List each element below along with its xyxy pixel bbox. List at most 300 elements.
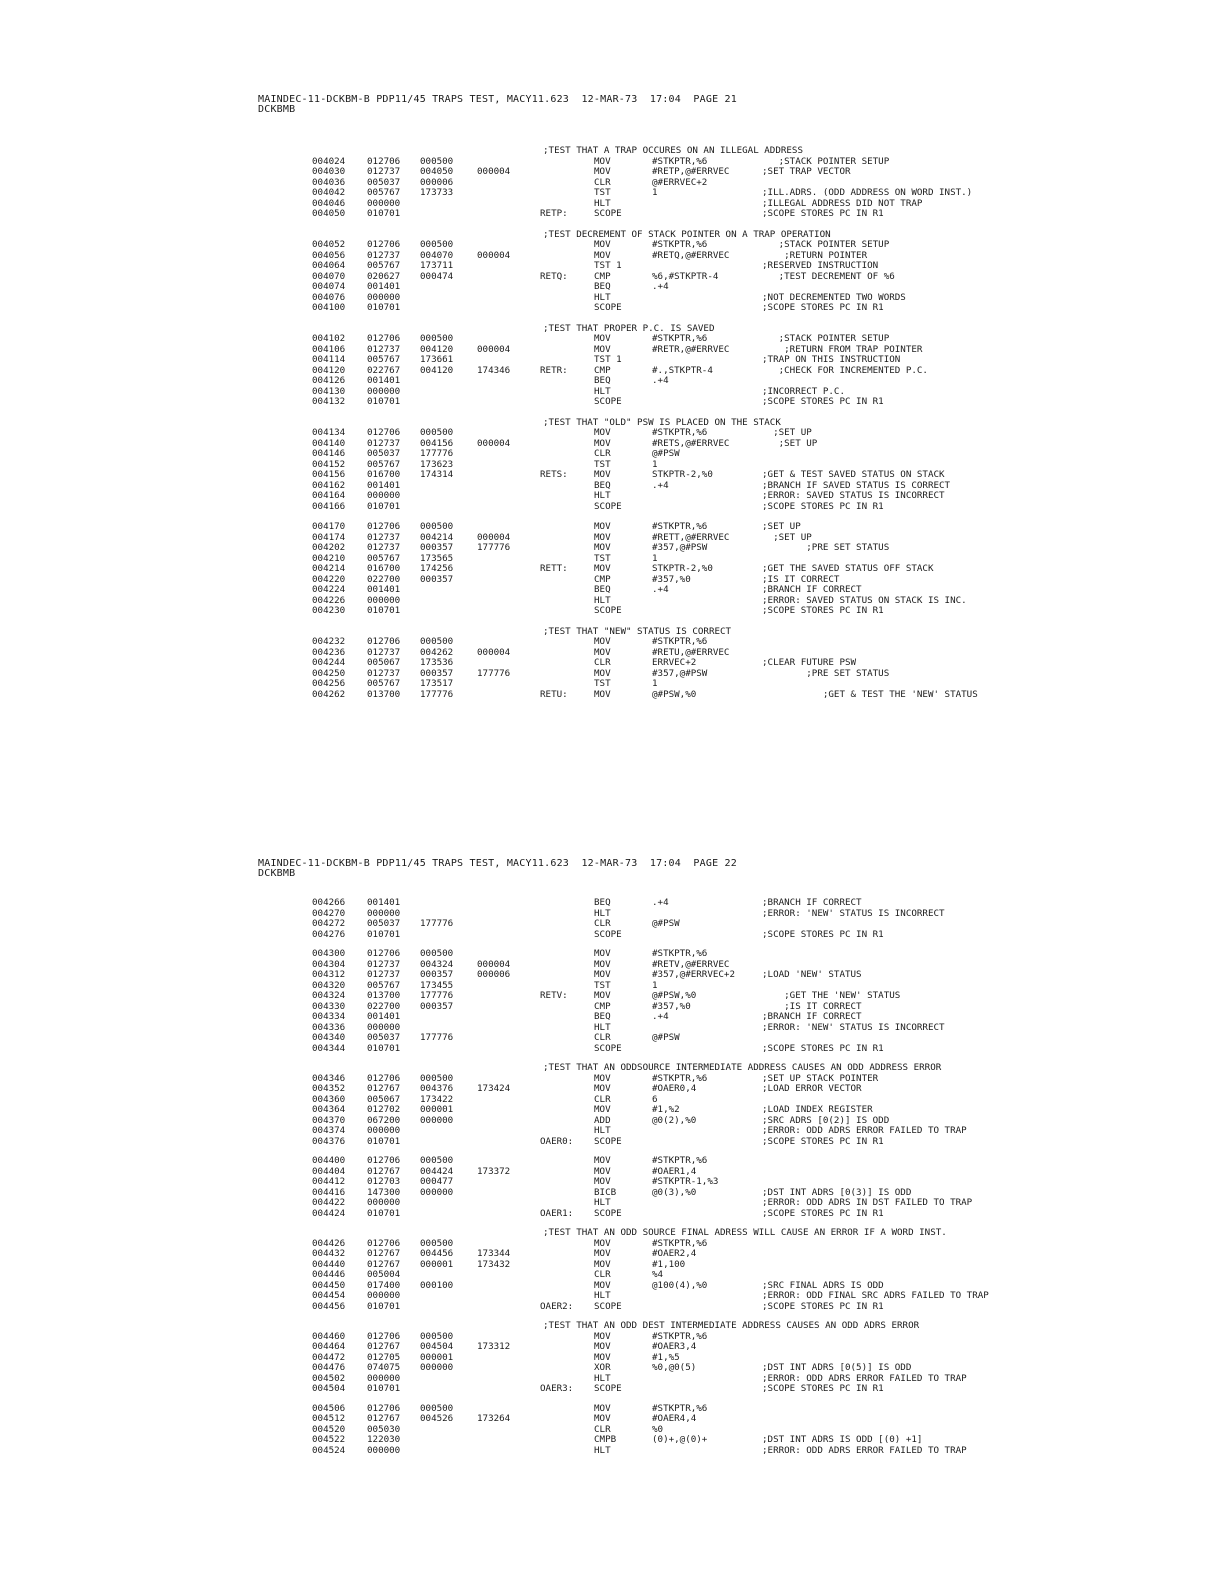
address: 004074 <box>312 281 346 292</box>
address: 004304 <box>312 958 346 970</box>
operands: 6 <box>652 1093 658 1105</box>
comment: ;ILLEGAL ADDRESS DID NOT TRAP <box>762 197 923 209</box>
address: 004132 <box>312 396 346 407</box>
section-comment: ;TEST THAT A TRAP OCCURES ON AN ILLEGAL ADDRESS <box>543 145 803 156</box>
operands: @#ERRVEC+2 <box>652 176 708 188</box>
label: RETP: <box>540 208 568 219</box>
opcode: MOV <box>594 1330 611 1342</box>
section-comment: ;TEST THAT "OLD" PSW IS PLACED ON THE STACK <box>543 416 781 428</box>
address: 004134 <box>312 427 346 438</box>
opcode: HLT <box>594 385 611 397</box>
listing-line <box>0 1095 1224 1105</box>
listing-line <box>0 1281 1224 1291</box>
address: 004506 <box>312 1402 346 1414</box>
listing-line <box>0 1177 1224 1187</box>
opcode: CMP <box>594 364 611 376</box>
word-2: 000000 <box>420 1362 454 1373</box>
operands: @0(2),%0 <box>652 1114 697 1126</box>
operands: .+4 <box>652 897 669 908</box>
opcode: SCOPE <box>594 1383 622 1394</box>
operands: .+4 <box>652 479 669 491</box>
address: 004446 <box>312 1269 346 1280</box>
word-3: 000004 <box>477 646 511 658</box>
word-1: 000000 <box>367 1444 401 1456</box>
word-1: 012706 <box>367 1237 401 1249</box>
word-2: 000357 <box>420 573 454 585</box>
address: 004164 <box>312 490 346 501</box>
comment: ;SCOPE STORES PC IN R1 <box>762 1207 884 1219</box>
comment: ;SET UP STACK POINTER <box>762 1072 879 1084</box>
opcode: TST <box>594 678 611 689</box>
opcode: SCOPE <box>594 1300 622 1312</box>
word-1: 012706 <box>367 1072 401 1084</box>
word-2: 004050 <box>420 166 454 177</box>
comment: ;DST INT ADRS [0(3)] IS ODD <box>762 1186 912 1198</box>
listing-line <box>0 1126 1224 1136</box>
address: 004412 <box>312 1176 346 1187</box>
opcode: HLT <box>594 197 611 209</box>
address: 004210 <box>312 552 346 564</box>
opcode: TST <box>594 552 611 564</box>
comment: ;PRE SET STATUS <box>762 667 890 679</box>
opcode: MOV <box>594 1341 611 1352</box>
opcode: MOV <box>594 1165 611 1177</box>
word-1: 022767 <box>367 364 401 376</box>
word-1: 012737 <box>367 249 401 261</box>
word-1: 074075 <box>367 1362 401 1373</box>
address: 004300 <box>312 948 346 959</box>
opcode: CLR <box>594 657 611 668</box>
opcode: BEQ <box>594 375 611 386</box>
comment: ;PRE SET STATUS <box>762 542 890 553</box>
comment: ;BRANCH IF CORRECT <box>762 584 862 595</box>
word-2: 004456 <box>420 1248 454 1259</box>
opcode: MOV <box>594 958 611 970</box>
address: 004052 <box>312 239 346 250</box>
comment: ;ERROR: ODD ADRS ERROR FAILED TO TRAP <box>762 1444 967 1456</box>
address: 004036 <box>312 176 346 188</box>
operands: #.,STKPTR-4 <box>652 364 713 376</box>
opcode: SCOPE <box>594 1207 622 1219</box>
opcode: SCOPE <box>594 208 622 219</box>
address: 004454 <box>312 1290 346 1301</box>
word-1: 012705 <box>367 1351 401 1363</box>
word-1: 005067 <box>367 657 401 668</box>
address: 004456 <box>312 1300 346 1312</box>
operands: @#PSW <box>652 1032 680 1043</box>
word-2: 000500 <box>420 333 454 344</box>
comment: ;STACK POINTER SETUP <box>762 333 890 344</box>
word-1: 000000 <box>367 1372 401 1384</box>
address: 004344 <box>312 1042 346 1054</box>
comment: ;CHECK FOR INCREMENTED P.C. <box>762 364 928 376</box>
word-1: 001401 <box>367 375 401 386</box>
word-2: 000001 <box>420 1258 454 1270</box>
word-1: 000000 <box>367 291 401 303</box>
listing-line <box>0 898 1224 908</box>
opcode: BEQ <box>594 584 611 595</box>
listing-line <box>0 1270 1224 1280</box>
listing-line <box>0 1404 1224 1414</box>
comment: ;RESERVED INSTRUCTION <box>762 260 879 271</box>
comment: ;GET THE SAVED STATUS OFF STACK <box>762 563 934 574</box>
address: 004334 <box>312 1011 346 1022</box>
opcode: SCOPE <box>594 605 622 616</box>
address: 004270 <box>312 907 346 919</box>
word-1: 001401 <box>367 1011 401 1022</box>
address: 004346 <box>312 1072 346 1084</box>
label: RETT: <box>540 563 568 574</box>
opcode: MOV <box>594 1279 611 1291</box>
word-1: 010701 <box>367 1300 401 1312</box>
comment: ;IS IT CORRECT <box>762 573 840 585</box>
address: 004050 <box>312 208 346 219</box>
operands: #STKPTR,%6 <box>652 1072 708 1084</box>
word-2: 177776 <box>420 688 454 700</box>
operands: #STKPTR,%6 <box>652 239 708 250</box>
section-comment: ;TEST THAT PROPER P.C. IS SAVED <box>543 322 715 334</box>
operands: #RETV,@#ERRVEC <box>652 958 730 970</box>
page-header: MAINDEC-11-DCKBM-B PDP11/45 TRAPS TEST, MACY11.623 12-MAR-73 17:04 PAGE 22 <box>258 858 737 869</box>
word-1: 012706 <box>367 948 401 959</box>
address: 004524 <box>312 1444 346 1456</box>
address: 004024 <box>312 155 346 167</box>
operands: #STKPTR,%6 <box>652 333 708 344</box>
operands: 1 <box>652 187 658 198</box>
word-1: 016700 <box>367 469 401 480</box>
opcode: MOV <box>594 437 611 449</box>
opcode: MOV <box>594 990 611 1001</box>
comment: ;SCOPE STORES PC IN R1 <box>762 928 884 940</box>
opcode: MOV <box>594 969 611 980</box>
word-1: 012767 <box>367 1413 401 1424</box>
word-1: 012706 <box>367 239 401 250</box>
operands: @#PSW <box>652 918 680 929</box>
comment: ;SCOPE STORES PC IN R1 <box>762 1383 884 1394</box>
comment: ;SCOPE STORES PC IN R1 <box>762 605 884 616</box>
word-2: 177776 <box>420 1032 454 1043</box>
address: 004114 <box>312 354 346 365</box>
label: RETV: <box>540 990 568 1001</box>
opcode: HLT <box>594 594 611 606</box>
listing-line <box>0 1435 1224 1445</box>
operands: #OAER3,4 <box>652 1341 697 1352</box>
operands: #STKPTR,%6 <box>652 427 708 438</box>
word-1: 005004 <box>367 1269 401 1280</box>
listing-line <box>0 1374 1224 1384</box>
word-2: 173536 <box>420 657 454 668</box>
word-1: 012737 <box>367 969 401 980</box>
word-2: 000500 <box>420 155 454 167</box>
listing-line <box>0 1239 1224 1249</box>
opcode: MOV <box>594 521 611 532</box>
comment: ;DST INT ADRS IS ODD [(0) +1] <box>762 1434 923 1445</box>
operands: #357,@#PSW <box>652 667 708 679</box>
address: 004266 <box>312 897 346 908</box>
comment: ;ILL.ADRS. (ODD ADDRESS ON WORD INST.) <box>762 187 973 198</box>
opcode: CMPB <box>594 1434 617 1445</box>
listing-line <box>0 1342 1224 1352</box>
listing-line <box>0 1116 1224 1126</box>
operands: #STKPTR,%6 <box>652 636 708 647</box>
listing-line <box>0 909 1224 919</box>
address: 004220 <box>312 573 346 585</box>
operands: 1 <box>652 458 658 470</box>
operands: #STKPTR,%6 <box>652 521 708 532</box>
word-3: 000004 <box>477 166 511 177</box>
word-3: 000004 <box>477 249 511 261</box>
word-1: 005767 <box>367 552 401 564</box>
word-2: 004324 <box>420 958 454 970</box>
address: 004504 <box>312 1383 346 1394</box>
address: 004146 <box>312 448 346 459</box>
word-2: 004262 <box>420 646 454 658</box>
address: 004166 <box>312 500 346 512</box>
opcode: MOV <box>594 688 611 700</box>
word-1: 012767 <box>367 1248 401 1259</box>
word-1: 000000 <box>367 197 401 209</box>
operands: 1 <box>652 552 658 564</box>
address: 004512 <box>312 1413 346 1424</box>
listing-line <box>0 1414 1224 1424</box>
listing-line <box>0 1446 1224 1456</box>
section-comment: ;TEST THAT AN ODD SOURCE FINAL ADRESS WILL CAUSE AN ERROR IF A WORD INST. <box>543 1227 947 1238</box>
address: 004320 <box>312 979 346 991</box>
operands: .+4 <box>652 281 669 292</box>
operands: #1,%5 <box>652 1351 680 1363</box>
address: 004400 <box>312 1155 346 1166</box>
word-1: 012706 <box>367 333 401 344</box>
comment: ;BRANCH IF CORRECT <box>762 1011 862 1022</box>
word-1: 005767 <box>367 678 401 689</box>
word-3: 000004 <box>477 343 511 355</box>
word-1: 012706 <box>367 1330 401 1342</box>
word-1: 010701 <box>367 1135 401 1147</box>
opcode: SCOPE <box>594 928 622 940</box>
address: 004070 <box>312 270 346 282</box>
word-2: 000500 <box>420 1155 454 1166</box>
comment: ;STACK POINTER SETUP <box>762 239 890 250</box>
opcode: MOV <box>594 563 611 574</box>
word-1: 005030 <box>367 1423 401 1435</box>
comment: ;SCOPE STORES PC IN R1 <box>762 1135 884 1147</box>
comment: ;ERROR: ODD ADRS IN DST FAILED TO TRAP <box>762 1197 973 1208</box>
word-1: 122030 <box>367 1434 401 1445</box>
operands: #OAER0,4 <box>652 1083 697 1094</box>
operands: @100(4),%0 <box>652 1279 708 1291</box>
opcode: TST <box>594 187 611 198</box>
word-3: 173344 <box>477 1248 511 1259</box>
word-2: 004376 <box>420 1083 454 1094</box>
operands: #STKPTR,%6 <box>652 1155 708 1166</box>
word-3: 000006 <box>477 969 511 980</box>
word-1: 020627 <box>367 270 401 282</box>
address: 004102 <box>312 333 346 344</box>
listing-line <box>0 1425 1224 1435</box>
operands: #OAER4,4 <box>652 1413 697 1424</box>
word-1: 012706 <box>367 155 401 167</box>
label: OAER1: <box>540 1207 574 1219</box>
word-1: 005037 <box>367 918 401 929</box>
comment: ;SET UP <box>762 531 812 543</box>
word-1: 000000 <box>367 1290 401 1301</box>
address: 004244 <box>312 657 346 668</box>
comment: ;SCOPE STORES PC IN R1 <box>762 500 884 512</box>
opcode: MOV <box>594 1072 611 1084</box>
word-2: 004070 <box>420 249 454 261</box>
opcode: SCOPE <box>594 302 622 313</box>
word-2: 000357 <box>420 1000 454 1012</box>
comment: ;ERROR: 'NEW' STATUS IS INCORRECT <box>762 1021 945 1033</box>
comment: ;RETURN FROM TRAP POINTER <box>762 343 923 355</box>
opcode: CMP <box>594 573 611 585</box>
address: 004042 <box>312 187 346 198</box>
operands: #RETR,@#ERRVEC <box>652 343 730 355</box>
address: 004202 <box>312 542 346 553</box>
word-2: 173711 <box>420 260 454 271</box>
opcode: MOV <box>594 1402 611 1414</box>
comment: ;SCOPE STORES PC IN R1 <box>762 1300 884 1312</box>
word-2: 000000 <box>420 1114 454 1126</box>
word-2: 174256 <box>420 563 454 574</box>
word-3: 000004 <box>477 958 511 970</box>
opcode: MOV <box>594 166 611 177</box>
address: 004376 <box>312 1135 346 1147</box>
address: 004324 <box>312 990 346 1001</box>
address: 004250 <box>312 667 346 679</box>
word-1: 010701 <box>367 605 401 616</box>
listing-line <box>0 1105 1224 1115</box>
address: 004312 <box>312 969 346 980</box>
listing-line <box>0 981 1224 991</box>
listing-line <box>0 1384 1224 1394</box>
word-1: 005037 <box>367 448 401 459</box>
address: 004464 <box>312 1341 346 1352</box>
operands: %0 <box>652 1423 664 1435</box>
label: RETQ: <box>540 270 568 282</box>
opcode: MOV <box>594 636 611 647</box>
word-1: 013700 <box>367 990 401 1001</box>
address: 004450 <box>312 1279 346 1291</box>
opcode: MOV <box>594 646 611 658</box>
opcode: BEQ <box>594 281 611 292</box>
section-comment: ;TEST THAT AN ODDSOURCE INTERMEDIATE ADDRESS CAUSES AN ODD ADDRESS ERROR <box>543 1062 942 1073</box>
address: 004230 <box>312 605 346 616</box>
word-2: 000500 <box>420 427 454 438</box>
address: 004330 <box>312 1000 346 1012</box>
word-1: 000000 <box>367 1021 401 1033</box>
word-1: 005067 <box>367 1093 401 1105</box>
word-1: 000000 <box>367 907 401 919</box>
listing-line <box>0 991 1224 1001</box>
comment: ;SET UP <box>762 437 818 449</box>
operands: (0)+,@(0)+ <box>652 1434 708 1445</box>
address: 004152 <box>312 458 346 470</box>
word-2: 004120 <box>420 364 454 376</box>
operands: STKPTR-2,%0 <box>652 469 713 480</box>
comment: ;BRANCH IF SAVED STATUS IS CORRECT <box>762 479 951 491</box>
address: 004364 <box>312 1104 346 1115</box>
opcode: MOV <box>594 1083 611 1094</box>
address: 004440 <box>312 1258 346 1270</box>
opcode: CLR <box>594 1269 611 1280</box>
word-1: 012737 <box>367 531 401 543</box>
operands: #357,@#ERRVEC+2 <box>652 969 735 980</box>
word-3: 177776 <box>477 542 511 553</box>
word-1: 001401 <box>367 281 401 292</box>
word-1: 012737 <box>367 646 401 658</box>
word-2: 004424 <box>420 1165 454 1177</box>
comment: ;CLEAR FUTURE PSW <box>762 657 857 668</box>
word-1: 005767 <box>367 354 401 365</box>
word-2: 000500 <box>420 636 454 647</box>
listing-line <box>0 1012 1224 1022</box>
word-2: 000477 <box>420 1176 454 1187</box>
opcode: CLR <box>594 176 611 188</box>
listing-line <box>0 1188 1224 1198</box>
comment: ;LOAD ERROR VECTOR <box>762 1083 862 1094</box>
operands: #STKPTR,%6 <box>652 948 708 959</box>
address: 004262 <box>312 688 346 700</box>
operands: @#PSW,%0 <box>652 688 697 700</box>
word-1: 012706 <box>367 1155 401 1166</box>
comment: ;BRANCH IF CORRECT <box>762 897 862 908</box>
word-1: 010701 <box>367 1383 401 1394</box>
address: 004426 <box>312 1237 346 1249</box>
comment: ;ERROR: SAVED STATUS ON STACK IS INC. <box>762 594 967 606</box>
opcode: TST <box>594 979 611 991</box>
word-1: 147300 <box>367 1186 401 1198</box>
operands: #357,@#PSW <box>652 542 708 553</box>
opcode: MOV <box>594 531 611 543</box>
word-2: 000500 <box>420 239 454 250</box>
word-1: 012737 <box>367 343 401 355</box>
word-1: 005767 <box>367 260 401 271</box>
address: 004130 <box>312 385 346 397</box>
word-2: 004526 <box>420 1413 454 1424</box>
opcode: TST 1 <box>594 354 622 365</box>
comment: ;ERROR: 'NEW' STATUS IS INCORRECT <box>762 907 945 919</box>
comment: ;ERROR: SAVED STATUS IS INCORRECT <box>762 490 945 501</box>
address: 004156 <box>312 469 346 480</box>
operands: #STKPTR,%6 <box>652 1402 708 1414</box>
opcode: BEQ <box>594 479 611 491</box>
opcode: MOV <box>594 1104 611 1115</box>
address: 004224 <box>312 584 346 595</box>
word-3: 173264 <box>477 1413 511 1424</box>
word-2: 000500 <box>420 1237 454 1249</box>
opcode: SCOPE <box>594 396 622 407</box>
opcode: CLR <box>594 918 611 929</box>
opcode: MOV <box>594 239 611 250</box>
operands: #OAER1,4 <box>652 1165 697 1177</box>
listing-line <box>0 1209 1224 1219</box>
opcode: HLT <box>594 1444 611 1456</box>
word-2: 004156 <box>420 437 454 449</box>
opcode: SCOPE <box>594 500 622 512</box>
word-2: 000500 <box>420 1330 454 1342</box>
opcode: TST 1 <box>594 260 622 271</box>
address: 004236 <box>312 646 346 658</box>
comment: ;SET TRAP VECTOR <box>762 166 851 177</box>
word-3: 177776 <box>477 667 511 679</box>
opcode: MOV <box>594 542 611 553</box>
label: RETR: <box>540 364 568 376</box>
comment: ;LOAD INDEX REGISTER <box>762 1104 873 1115</box>
listing-line <box>0 1332 1224 1342</box>
address: 004256 <box>312 678 346 689</box>
word-3: 000004 <box>477 531 511 543</box>
